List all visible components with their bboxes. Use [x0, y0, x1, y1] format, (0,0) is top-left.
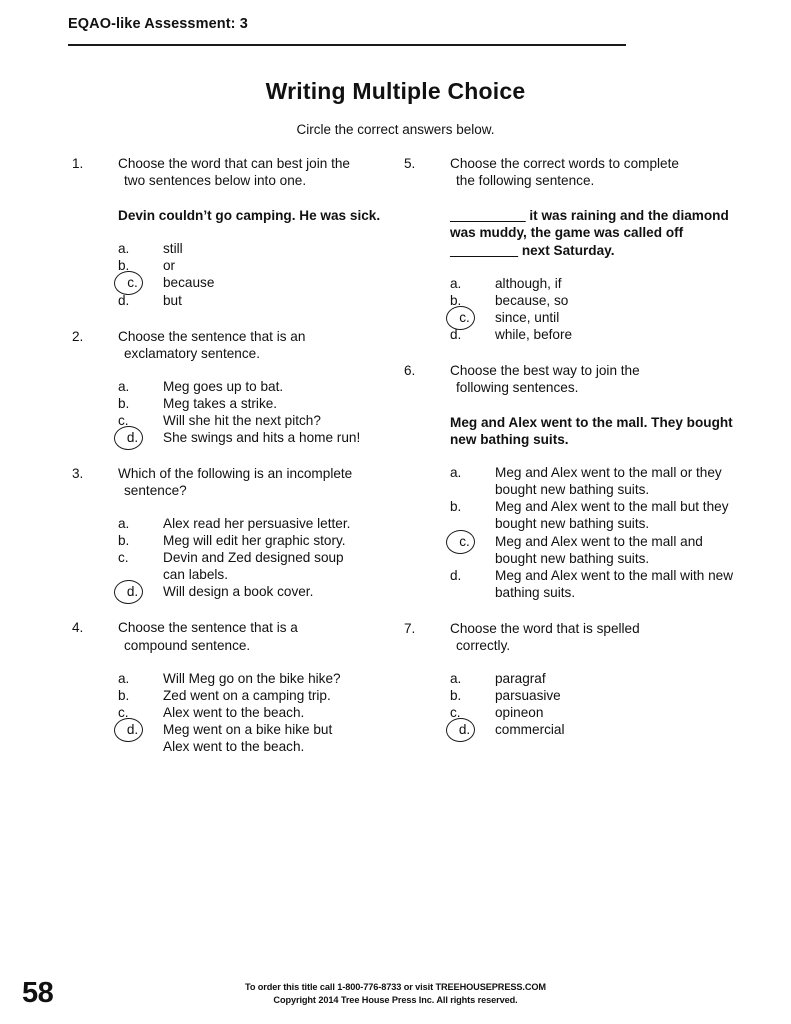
- question-prompt-line1: Choose the sentence that is an: [118, 328, 306, 344]
- options-list: [68, 670, 398, 755]
- option-letter[interactable]: b.: [450, 687, 462, 703]
- option-letter[interactable]: a.: [450, 465, 462, 481]
- question-prompt-line1: Choose the word that can best join the: [118, 156, 350, 171]
- option-letter[interactable]: [114, 583, 148, 600]
- option-text: or: [163, 258, 176, 274]
- option-text: parsuasive: [495, 687, 561, 703]
- option-letter[interactable]: [446, 533, 480, 550]
- option-d[interactable]: [450, 326, 735, 343]
- option-text: but: [163, 292, 182, 308]
- option-letter[interactable]: c.: [118, 412, 129, 428]
- page-header: [68, 16, 626, 54]
- option-letter[interactable]: a.: [118, 378, 130, 394]
- question-number: 1.: [72, 156, 84, 171]
- option-letter[interactable]: b.: [118, 687, 130, 703]
- option-a[interactable]: [118, 515, 398, 532]
- question-prompt-line2: following sentences.: [456, 379, 579, 395]
- question-prompt: [68, 619, 398, 653]
- option-text: Meg and Alex went to the mall or they bought new bathing suits.: [495, 465, 722, 498]
- option-text: Will design a book cover.: [163, 584, 314, 600]
- option-c[interactable]: [118, 412, 398, 429]
- option-text: paragraf: [495, 670, 546, 686]
- option-letter[interactable]: a.: [118, 516, 130, 532]
- option-a[interactable]: [450, 670, 735, 687]
- page-title: Writing Multiple Choice: [265, 78, 526, 104]
- option-text: Will Meg go on the bike hike?: [163, 670, 341, 686]
- option-letter[interactable]: [114, 721, 148, 738]
- option-text: Meg and Alex went to the mall with new bathing suits.: [495, 567, 734, 600]
- option-a[interactable]: [450, 464, 735, 498]
- question-prompt: [68, 328, 398, 362]
- option-text-continued: Alex went to the beach.: [163, 738, 305, 754]
- option-a[interactable]: [450, 275, 735, 292]
- option-d[interactable]: [450, 567, 735, 601]
- option-a[interactable]: [118, 378, 398, 395]
- assessment-title: EQAO-like Assessment: 3: [68, 16, 248, 32]
- option-c[interactable]: [450, 533, 735, 567]
- option-letter[interactable]: a.: [118, 670, 130, 686]
- option-c[interactable]: [118, 549, 398, 583]
- option-text: since, until: [495, 309, 560, 325]
- question-6: [400, 362, 735, 601]
- option-b[interactable]: [118, 532, 398, 549]
- option-letter-glyph: d.: [126, 721, 139, 737]
- option-text: Meg went on a bike hike but: [163, 721, 333, 737]
- option-text: because, so: [495, 292, 569, 308]
- question-stem: Meg and Alex went to the mall. They bought new bathing suits.: [450, 415, 733, 448]
- option-letter[interactable]: a.: [450, 275, 462, 291]
- option-letter[interactable]: b.: [118, 258, 130, 274]
- footer-copyright-line: Copyright 2014 Tree House Press Inc. All rights reserved.: [273, 994, 518, 1005]
- option-text: Alex went to the beach.: [163, 704, 305, 720]
- option-letter-glyph: c.: [127, 275, 138, 291]
- footer-note: [0, 981, 791, 1006]
- question-prompt-line2: two sentences below into one.: [124, 173, 307, 189]
- left-column: [68, 155, 398, 774]
- option-text: opineon: [495, 705, 544, 721]
- stem-text-tail: next Saturday.: [518, 242, 615, 258]
- option-letter[interactable]: [446, 721, 480, 738]
- option-letter[interactable]: d.: [450, 326, 462, 342]
- question-2: [68, 328, 398, 446]
- question-stem: Devin couldn’t go camping. He was sick.: [118, 208, 381, 224]
- option-letter[interactable]: c.: [118, 704, 129, 720]
- footer-order-line: To order this title call 1-800-776-8733 or visit TREEHOUSEPRESS.COM: [244, 982, 546, 993]
- right-column: [400, 155, 735, 757]
- option-text: Devin and Zed designed soup: [163, 550, 344, 566]
- option-text: Meg goes up to bat.: [163, 378, 284, 394]
- option-d[interactable]: [118, 721, 398, 755]
- options-list: [400, 275, 735, 343]
- page-number: 58: [22, 977, 54, 1009]
- option-b[interactable]: [118, 687, 398, 704]
- page-subtitle: Circle the correct answers below.: [296, 122, 495, 137]
- question-7: [400, 620, 735, 738]
- option-b[interactable]: [450, 292, 735, 309]
- options-list: [68, 378, 398, 446]
- question-prompt-line2: correctly.: [456, 637, 511, 653]
- option-text: Will she hit the next pitch?: [163, 412, 321, 428]
- option-letter-glyph: d.: [126, 584, 139, 600]
- question-prompt-line2: compound sentence.: [124, 637, 251, 653]
- option-text: Alex read her persuasive letter.: [163, 516, 351, 532]
- blank-1: __________: [450, 208, 526, 224]
- blank-2: _________: [450, 242, 519, 258]
- option-letter[interactable]: d.: [450, 567, 462, 583]
- option-text: Zed went on a camping trip.: [163, 687, 331, 703]
- question-prompt: [400, 155, 735, 189]
- option-letter-glyph: d.: [126, 429, 139, 445]
- option-d[interactable]: [450, 721, 735, 738]
- options-list: [68, 240, 398, 308]
- option-letter[interactable]: a.: [450, 670, 462, 686]
- option-b[interactable]: [450, 498, 735, 532]
- option-letter-glyph: d.: [458, 722, 471, 738]
- option-letter[interactable]: [114, 429, 148, 446]
- option-d[interactable]: [118, 292, 398, 309]
- question-prompt-line1: Which of the following is an incomplete: [118, 466, 353, 481]
- question-5: [400, 155, 735, 343]
- question-number: 7.: [404, 620, 416, 636]
- question-number: 4.: [72, 620, 84, 636]
- question-3: [68, 465, 398, 600]
- option-letter[interactable]: c.: [118, 550, 129, 566]
- question-number: 6.: [404, 362, 416, 378]
- option-c[interactable]: [118, 704, 398, 721]
- question-prompt-line2: exclamatory sentence.: [124, 345, 261, 361]
- option-letter-glyph: c.: [459, 533, 470, 549]
- option-text: Meg will edit her graphic story.: [163, 533, 346, 549]
- option-a[interactable]: [118, 670, 398, 687]
- option-letter[interactable]: b.: [118, 533, 130, 549]
- option-text: because: [163, 275, 215, 291]
- question-prompt-line2: sentence?: [124, 483, 187, 499]
- question-prompt-line2: the following sentence.: [456, 173, 595, 189]
- question-prompt-line1: Choose the correct words to complete: [450, 156, 679, 171]
- question-number: 2.: [72, 328, 84, 344]
- option-text: Meg takes a strike.: [163, 395, 278, 411]
- question-number: 5.: [404, 156, 416, 171]
- option-letter-glyph: c.: [459, 309, 470, 325]
- option-letter[interactable]: b.: [118, 395, 130, 411]
- option-b[interactable]: [118, 257, 398, 274]
- option-b[interactable]: [118, 395, 398, 412]
- option-d[interactable]: [118, 429, 398, 446]
- option-letter[interactable]: b.: [450, 292, 462, 308]
- option-c[interactable]: [450, 309, 735, 326]
- option-letter[interactable]: c.: [450, 705, 461, 721]
- option-letter[interactable]: a.: [118, 241, 130, 257]
- question-prompt: [68, 155, 398, 189]
- question-number: 3.: [72, 466, 84, 481]
- option-letter[interactable]: b.: [450, 499, 462, 515]
- options-list: [400, 670, 735, 738]
- question-prompt-line1: Choose the best way to join the: [450, 362, 640, 378]
- header-divider: [68, 44, 626, 46]
- option-text: while, before: [495, 326, 573, 342]
- option-text-continued: can labels.: [163, 567, 228, 583]
- question-prompt: [400, 362, 735, 396]
- question-prompt-line1: Choose the word that is spelled: [450, 620, 640, 636]
- option-text: still: [163, 241, 183, 257]
- option-letter[interactable]: [114, 274, 148, 291]
- options-list: [400, 464, 735, 600]
- option-c[interactable]: [118, 274, 398, 291]
- options-list: [68, 515, 398, 600]
- question-stem: [400, 207, 735, 258]
- question-1: [68, 155, 398, 309]
- question-4: [68, 619, 398, 754]
- option-letter[interactable]: [446, 309, 480, 326]
- option-b[interactable]: [450, 687, 735, 704]
- option-text: Meg and Alex went to the mall but they bought new bathing suits.: [495, 499, 729, 532]
- option-text: commercial: [495, 722, 565, 738]
- option-d[interactable]: [118, 583, 398, 600]
- stem-text-mid: it was raining and the diamond was muddy, the game was called off: [450, 208, 729, 241]
- option-a[interactable]: [118, 240, 398, 257]
- option-text: Meg and Alex went to the mall and bought new bathing suits.: [495, 533, 703, 566]
- option-c[interactable]: [450, 704, 735, 721]
- question-prompt: [68, 465, 398, 499]
- question-prompt-line1: Choose the sentence that is a: [118, 620, 298, 636]
- option-letter[interactable]: d.: [118, 292, 130, 308]
- option-text: She swings and hits a home run!: [163, 429, 361, 445]
- option-text: although, if: [495, 275, 562, 291]
- question-prompt: [400, 620, 735, 654]
